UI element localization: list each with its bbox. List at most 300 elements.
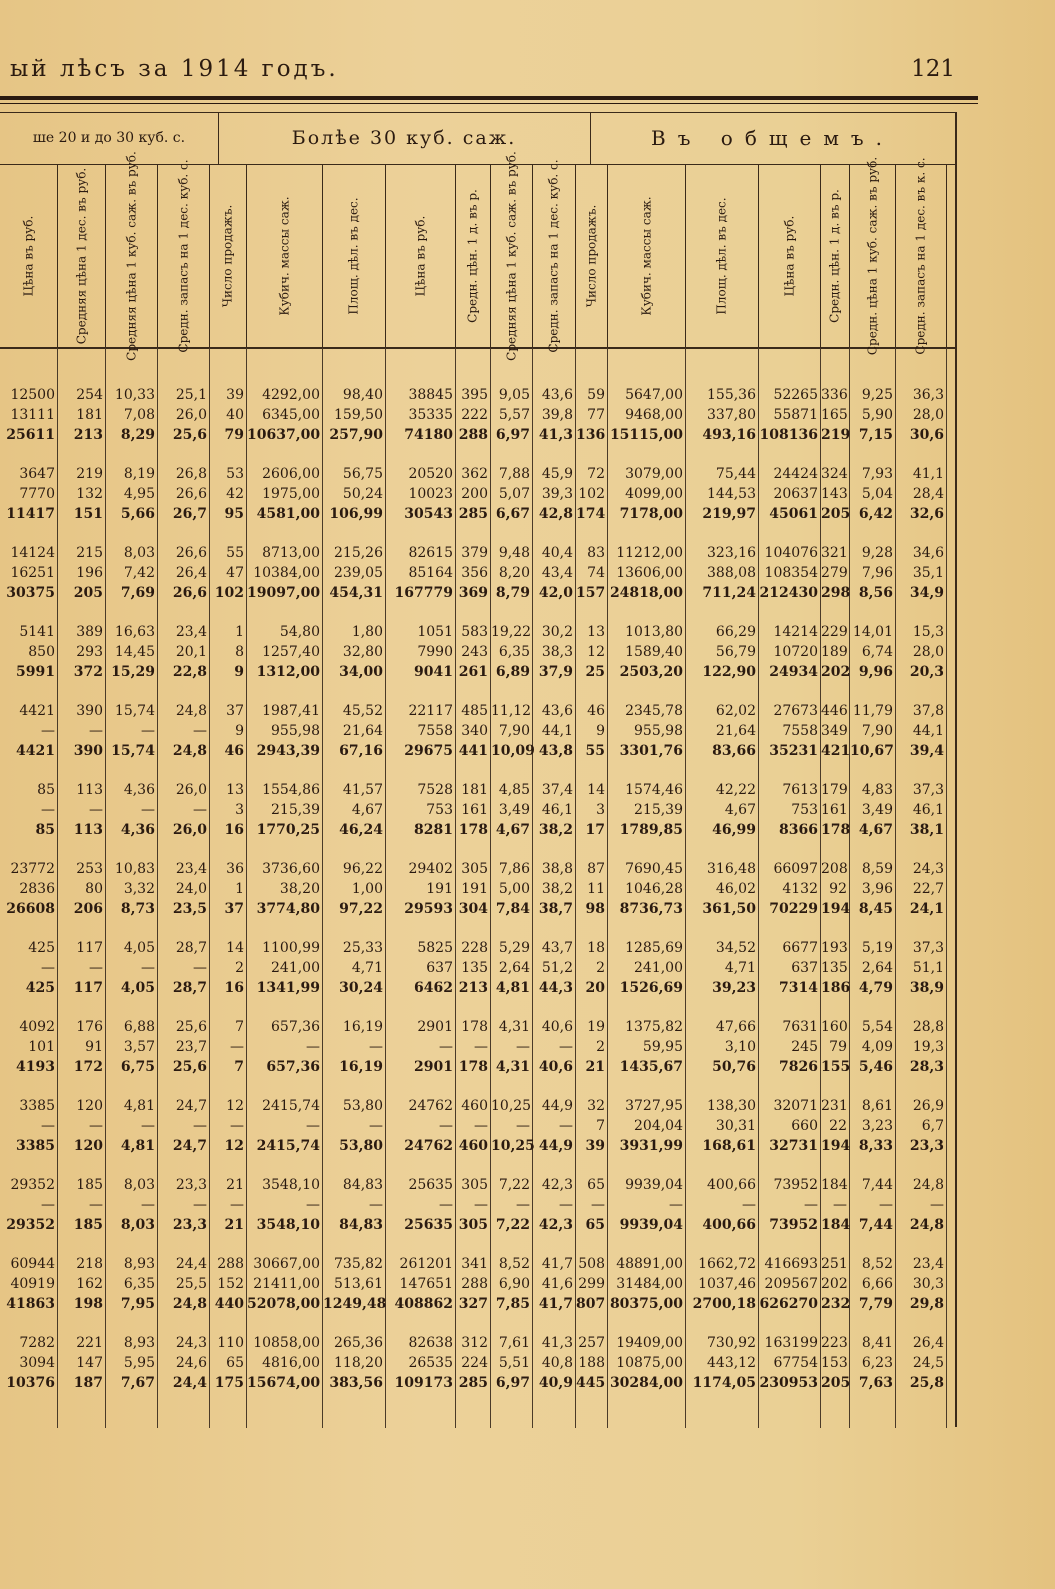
table-cell: 8,93	[123, 1335, 155, 1351]
table-cell: 21,64	[715, 723, 756, 739]
table-cell: 65	[226, 1355, 244, 1371]
table-cell: 26,7	[172, 506, 207, 522]
table-cell: 349	[821, 723, 848, 739]
table-cell: 340	[461, 723, 488, 739]
table-cell: 445	[576, 1375, 606, 1391]
table-cell: 222	[461, 407, 488, 423]
table-cell: 34,6	[912, 545, 944, 561]
table-cell: —	[439, 1039, 453, 1055]
table-cell: 56,75	[342, 466, 383, 482]
table-cell: 4421	[16, 743, 55, 759]
column-header-label: Средн. цѣна 1 куб. саж. въ руб.	[865, 156, 879, 356]
table-cell: 4,67	[724, 802, 756, 818]
table-cell: 122,90	[702, 664, 756, 680]
table-cell: —	[193, 1197, 207, 1213]
table-cell: 26,4	[175, 565, 207, 581]
table-cell: 10023	[408, 486, 453, 502]
table-cell: —	[559, 1039, 573, 1055]
table-cell: 106,99	[329, 506, 383, 522]
table-row	[0, 1175, 955, 1195]
table-cell: 383,56	[329, 1375, 383, 1391]
table-cell: 10,25	[491, 1138, 535, 1154]
table-cell: 205	[73, 585, 103, 601]
table-cell: 44,3	[538, 980, 573, 996]
table-cell: 39	[226, 387, 244, 403]
table-cell: 19409,00	[616, 1335, 683, 1351]
table-cell: 14	[226, 940, 244, 956]
table-cell: 389	[76, 624, 103, 640]
table-cell: 50,76	[712, 1059, 756, 1075]
column-header	[323, 165, 386, 347]
table-cell: 16251	[10, 565, 55, 581]
total-row	[0, 425, 955, 445]
table-cell: 293	[76, 644, 103, 660]
table-cell: 46,02	[715, 881, 756, 897]
table-cell: 147651	[399, 1276, 453, 1292]
table-cell: 5,46	[858, 1059, 893, 1075]
table-cell: 3094	[19, 1355, 55, 1371]
table-cell: 21	[585, 1059, 605, 1075]
table-cell: 1554,86	[262, 782, 320, 798]
table-cell: 109173	[394, 1375, 453, 1391]
table-cell: 74	[587, 565, 605, 581]
total-row	[0, 899, 955, 919]
table-cell: 9,28	[861, 545, 893, 561]
column-header	[386, 165, 456, 347]
table-cell: 30,24	[339, 980, 383, 996]
table-cell: 4,81	[495, 980, 530, 996]
table-cell: —	[89, 1118, 103, 1134]
table-cell: 3548,10	[256, 1217, 320, 1233]
table-cell: —	[141, 1197, 155, 1213]
table-cell: —	[369, 1039, 383, 1055]
table-cell: 7558	[417, 723, 453, 739]
table-cell: —	[559, 1197, 573, 1213]
table-cell: 1435,67	[619, 1059, 683, 1075]
table-cell: 38,2	[538, 822, 573, 838]
table-cell: 337,80	[707, 407, 756, 423]
row-group	[0, 1096, 955, 1156]
table-cell: 53,80	[342, 1098, 383, 1114]
table-cell: 3	[235, 802, 244, 818]
table-cell: 46	[224, 743, 244, 759]
table-cell: —	[141, 802, 155, 818]
table-cell: 26,8	[175, 466, 207, 482]
table-cell: 44,9	[538, 1138, 573, 1154]
table-cell: 10,09	[491, 743, 535, 759]
table-cell: —	[89, 1197, 103, 1213]
table-cell: —	[669, 1197, 683, 1213]
table-cell: 2345,78	[625, 703, 683, 719]
table-cell: 84,83	[342, 1177, 383, 1193]
header-rule	[0, 96, 978, 100]
table-cell: 16	[224, 822, 244, 838]
total-row	[0, 1215, 955, 1235]
table-cell: 7,42	[123, 565, 155, 581]
table-cell: 92	[829, 881, 847, 897]
table-cell: 34,00	[339, 664, 383, 680]
table-cell: 165	[821, 407, 848, 423]
table-cell: 4132	[782, 881, 818, 897]
table-cell: 12	[224, 1138, 244, 1154]
table-cell: 66097	[773, 861, 818, 877]
table-cell: 79	[224, 427, 244, 443]
table-cell: 626270	[759, 1296, 818, 1312]
table-cell: 711,24	[702, 585, 756, 601]
table-cell: 23,3	[909, 1138, 944, 1154]
table-cell: 21	[226, 1177, 244, 1193]
table-cell: 24424	[773, 466, 818, 482]
table-cell: 21411,00	[253, 1276, 320, 1292]
table-cell: 38,1	[909, 822, 944, 838]
table-cell: 3,10	[724, 1039, 756, 1055]
table-cell: 8,45	[858, 901, 893, 917]
table-cell: 41,7	[541, 1256, 573, 1272]
table-cell: 29402	[408, 861, 453, 877]
table-cell: 14214	[773, 624, 818, 640]
table-cell: 6,90	[498, 1276, 530, 1292]
table-cell: 212430	[759, 585, 818, 601]
table-cell: 198	[73, 1296, 103, 1312]
table-cell: 2	[596, 960, 605, 976]
table-cell: 4,71	[724, 960, 756, 976]
table-cell: 1174,05	[692, 1375, 756, 1391]
table-cell: 43,6	[541, 703, 573, 719]
table-cell: 7558	[782, 723, 818, 739]
table-cell: 26,6	[172, 585, 207, 601]
table-cell: 178	[458, 822, 488, 838]
table-cell: 73952	[773, 1177, 818, 1193]
table-cell: —	[193, 723, 207, 739]
column-header-label: Средняя цѣна 1 куб. саж. въ руб.	[504, 151, 518, 361]
table-cell: 75,44	[715, 466, 756, 482]
table-cell: 25	[585, 664, 605, 680]
table-cell: 8,59	[861, 861, 893, 877]
table-cell: 4816,00	[262, 1355, 320, 1371]
table-cell: 637	[426, 960, 453, 976]
table-cell: 2606,00	[262, 466, 320, 482]
table-cell: 209567	[764, 1276, 818, 1292]
table-cell: 8,52	[861, 1256, 893, 1272]
row-group	[0, 780, 955, 840]
table-cell: 7,85	[495, 1296, 530, 1312]
table-cell: 2	[235, 960, 244, 976]
table-cell: 4,95	[123, 486, 155, 502]
table-cell: 13	[587, 624, 605, 640]
table-cell: 200	[461, 486, 488, 502]
table-cell: 1,80	[351, 624, 383, 640]
table-cell: 28,4	[912, 486, 944, 502]
table-cell: 2503,20	[619, 664, 683, 680]
table-cell: 224	[461, 1355, 488, 1371]
table-cell: 95	[224, 506, 244, 522]
table-cell: 13606,00	[616, 565, 683, 581]
table-cell: 10637,00	[247, 427, 321, 443]
table-cell: 1285,69	[625, 940, 683, 956]
table-cell: 2,64	[861, 960, 893, 976]
table-cell: 232	[821, 1296, 851, 1312]
table-cell: 54,80	[279, 624, 320, 640]
group-header-20-30: ше 20 и до 30 куб. с.	[0, 112, 219, 164]
table-cell: 202	[821, 664, 851, 680]
table-cell: 7,15	[858, 427, 893, 443]
table-cell: 43,8	[538, 743, 573, 759]
table-cell: 6,75	[120, 1059, 155, 1075]
table-cell: 108354	[764, 565, 818, 581]
table-cell: 19097,00	[247, 585, 321, 601]
table-cell: 40,4	[541, 545, 573, 561]
group-spacer	[0, 1077, 955, 1096]
table-cell: 460	[461, 1098, 488, 1114]
group-spacer	[0, 998, 955, 1017]
table-cell: 10,33	[114, 387, 155, 403]
table-cell: 47,66	[715, 1019, 756, 1035]
table-cell: 41,3	[541, 1335, 573, 1351]
table-cell: 8,29	[120, 427, 155, 443]
table-cell: 135	[821, 960, 848, 976]
table-cell: 41,6	[541, 1276, 573, 1292]
table-cell: 24,8	[175, 703, 207, 719]
table-cell: 316,48	[707, 861, 756, 877]
table-cell: 4,67	[495, 822, 530, 838]
table-cell: 5,66	[120, 506, 155, 522]
table-row	[0, 1195, 955, 1215]
table-cell: 175	[214, 1375, 244, 1391]
table-cell: 161	[821, 802, 848, 818]
column-header	[491, 151, 533, 361]
table-cell: 16,19	[339, 1059, 383, 1075]
table-cell: 186	[821, 980, 851, 996]
table-cell: 400,66	[702, 1217, 756, 1233]
table-cell: 41,3	[538, 427, 573, 443]
table-cell: 82615	[408, 545, 453, 561]
table-cell: 23,4	[175, 624, 207, 640]
table-row	[0, 1096, 955, 1116]
table-cell: 19	[587, 1019, 605, 1035]
table-cell: 23,4	[175, 861, 207, 877]
table-cell: 162	[76, 1276, 103, 1292]
table-cell: 67754	[773, 1355, 818, 1371]
table-cell: 132	[76, 486, 103, 502]
table-cell: 40919	[10, 1276, 55, 1292]
table-cell: 23,4	[912, 1256, 944, 1272]
table-cell: 10384,00	[253, 565, 320, 581]
table-cell: 2901	[417, 1019, 453, 1035]
table-cell: 208	[821, 861, 848, 877]
table-cell: 3,23	[861, 1118, 893, 1134]
table-cell: 62,02	[715, 703, 756, 719]
table-row	[0, 1274, 955, 1294]
table-cell: 3,96	[861, 881, 893, 897]
table-cell: 3548,10	[262, 1177, 320, 1193]
table-cell: 30,6	[909, 427, 944, 443]
table-cell: 7	[234, 1059, 244, 1075]
table-cell: 28,7	[175, 940, 207, 956]
table-cell: 11,12	[491, 703, 532, 719]
table-cell: 52078,00	[247, 1296, 321, 1312]
table-cell: 955,98	[271, 723, 320, 739]
table-row	[0, 563, 955, 583]
table-cell: 26,4	[912, 1335, 944, 1351]
table-cell: 42	[226, 486, 244, 502]
table-cell: 5,07	[498, 486, 530, 502]
table-cell: 7,79	[858, 1296, 893, 1312]
table-cell: 5825	[417, 940, 453, 956]
table-row	[0, 721, 955, 741]
table-cell: 8281	[414, 822, 453, 838]
column-header-label: Площ. дѣл. въ дес.	[714, 197, 729, 315]
table-cell: 7	[596, 1118, 605, 1134]
table-cell: 38845	[408, 387, 453, 403]
table-cell: 1312,00	[256, 664, 320, 680]
table-cell: —	[193, 960, 207, 976]
table-cell: 27673	[773, 703, 818, 719]
table-cell: 101	[28, 1039, 55, 1055]
table-cell: 42,0	[538, 585, 573, 601]
table-row	[0, 780, 955, 800]
table-cell: 26,0	[172, 822, 207, 838]
table-cell: 8,03	[123, 545, 155, 561]
table-cell: 37,9	[538, 664, 573, 680]
table-cell: 7,95	[120, 1296, 155, 1312]
row-group	[0, 1333, 955, 1393]
total-row	[0, 1373, 955, 1393]
table-cell: 85	[37, 782, 55, 798]
table-cell: 9,96	[858, 664, 893, 680]
table-cell: 193	[821, 940, 848, 956]
table-cell: 147	[76, 1355, 103, 1371]
table-cell: 205	[821, 506, 851, 522]
table-cell: 305	[461, 1177, 488, 1193]
data-table	[0, 385, 955, 1393]
table-cell: 40,8	[541, 1355, 573, 1371]
table-cell: 1037,46	[698, 1276, 756, 1292]
table-cell: 12500	[10, 387, 55, 403]
table-cell: 7,61	[498, 1335, 530, 1351]
table-cell: 167779	[394, 585, 453, 601]
table-cell: 4,31	[498, 1019, 530, 1035]
table-cell: 60944	[10, 1256, 55, 1272]
table-cell: 104076	[764, 545, 818, 561]
table-cell: 6345,00	[262, 407, 320, 423]
table-cell: 16,63	[114, 624, 155, 640]
table-cell: 108136	[759, 427, 818, 443]
table-cell: 390	[73, 743, 103, 759]
table-cell: 40,6	[538, 1059, 573, 1075]
table-cell: 84,83	[339, 1217, 383, 1233]
table-cell: 45,52	[342, 703, 383, 719]
table-cell: 36	[226, 861, 244, 877]
table-cell: 9939,04	[619, 1217, 683, 1233]
table-cell: 288	[217, 1256, 244, 1272]
table-cell: —	[516, 1118, 530, 1134]
table-cell: 7,44	[861, 1177, 893, 1193]
table-cell: —	[474, 1197, 488, 1213]
table-cell: 79	[829, 1039, 847, 1055]
table-top-line	[0, 112, 955, 113]
table-cell: —	[559, 1118, 573, 1134]
table-cell: 219	[76, 466, 103, 482]
table-cell: 1987,41	[262, 703, 320, 719]
table-cell: —	[804, 1197, 818, 1213]
table-cell: 82638	[408, 1335, 453, 1351]
table-cell: 30284,00	[609, 1375, 683, 1391]
table-cell: —	[141, 960, 155, 976]
table-cell: 14	[587, 782, 605, 798]
table-cell: —	[439, 1197, 453, 1213]
table-cell: 118,20	[334, 1355, 383, 1371]
table-cell: 3385	[19, 1098, 55, 1114]
table-cell: 43,6	[541, 387, 573, 403]
table-cell: 36,3	[912, 387, 944, 403]
table-cell: 46	[587, 703, 605, 719]
table-cell: 3385	[16, 1138, 55, 1154]
column-header-label: Кубич. массы саж.	[639, 196, 653, 316]
table-cell: 32071	[773, 1098, 818, 1114]
table-cell: 55	[226, 545, 244, 561]
table-cell: 24,7	[175, 1098, 207, 1114]
table-cell: 205	[821, 1375, 851, 1391]
table-cell: 25635	[408, 1177, 453, 1193]
table-cell: 9041	[414, 664, 453, 680]
table-cell: 8,19	[123, 466, 155, 482]
table-cell: 15,74	[111, 743, 155, 759]
table-cell: 26608	[6, 901, 55, 917]
table-cell: 5647,00	[625, 387, 683, 403]
table-cell: 239,05	[334, 565, 383, 581]
table-cell: 362	[461, 466, 488, 482]
column-header-label: Средняя цѣна 1 куб. саж. въ руб.	[124, 151, 138, 361]
table-cell: 230953	[759, 1375, 818, 1391]
table-cell: 446	[821, 703, 848, 719]
table-cell: 204,04	[634, 1118, 683, 1134]
table-cell: 231	[821, 1098, 848, 1114]
column-header	[533, 159, 576, 353]
column-header	[247, 165, 323, 347]
table-cell: —	[41, 802, 55, 818]
table-cell: 215,26	[334, 545, 383, 561]
table-cell: 1662,72	[698, 1256, 756, 1272]
table-cell: —	[930, 1197, 944, 1213]
table-cell: 6,7	[921, 1118, 944, 1134]
table-cell: 660	[791, 1118, 818, 1134]
table-cell: 34,52	[715, 940, 756, 956]
table-cell: 102	[214, 585, 244, 601]
table-cell: —	[306, 1039, 320, 1055]
table-cell: 41863	[6, 1296, 55, 1312]
table-cell: 117	[76, 940, 103, 956]
table-cell: 7,84	[495, 901, 530, 917]
table-cell: 26535	[408, 1355, 453, 1371]
table-cell: 1526,69	[619, 980, 683, 996]
column-header	[576, 165, 608, 347]
table-cell: 28,7	[172, 980, 207, 996]
table-cell: 955,98	[634, 723, 683, 739]
table-cell: —	[230, 1118, 244, 1134]
table-cell: 4193	[16, 1059, 55, 1075]
table-cell: 408862	[394, 1296, 453, 1312]
table-cell: 8366	[779, 822, 818, 838]
table-cell: 26,0	[175, 782, 207, 798]
table-cell: 513,61	[334, 1276, 383, 1292]
table-cell: 253	[76, 861, 103, 877]
table-cell: 30375	[6, 585, 55, 601]
table-cell: 4,36	[120, 822, 155, 838]
table-cell: 3647	[19, 466, 55, 482]
table-cell: 7690,45	[625, 861, 683, 877]
column-header	[608, 165, 686, 347]
table-cell: 9	[235, 723, 244, 739]
